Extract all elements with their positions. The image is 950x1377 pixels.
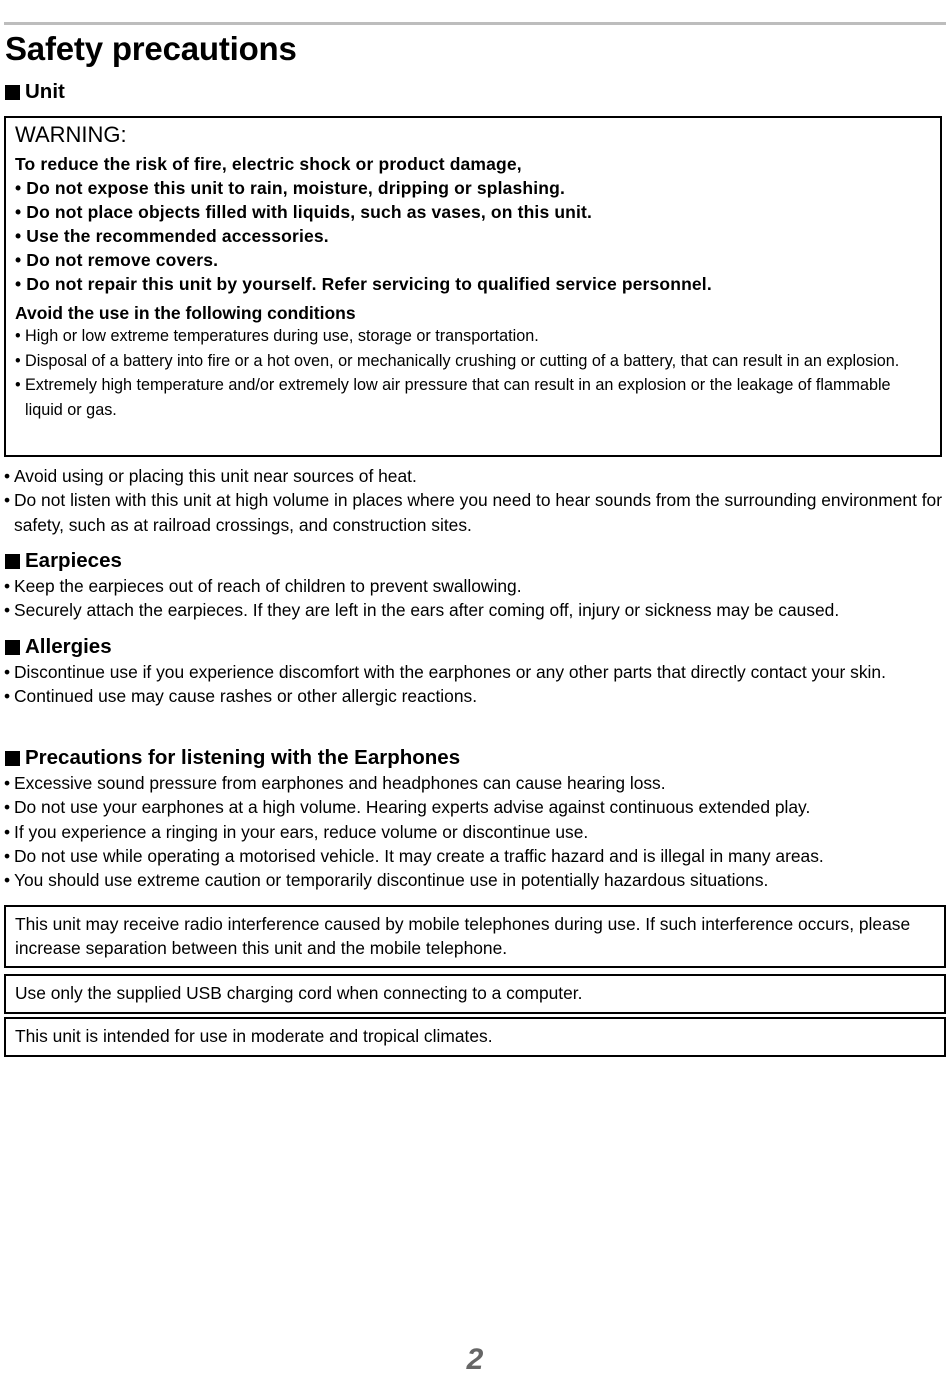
- section-heading-earpieces: [5, 549, 122, 573]
- note-usb-cord: Use only the supplied USB charging cord when connecting to a computer.: [4, 974, 946, 1014]
- list-item: • Securely attach the earpieces. If they are left in the ears after coming off, injury or sickness may be caused.: [4, 598, 944, 622]
- warning-item: • Do not repair this unit by yourself. Refer servicing to qualified service personnel.: [15, 274, 712, 294]
- unit-bullet-list: [4, 464, 944, 537]
- square-bullet-icon: [5, 751, 20, 766]
- section-heading-label: Precautions for listening with the Earphones: [25, 746, 461, 769]
- list-item: • High or low extreme temperatures during use, storage or transportation.: [15, 324, 925, 349]
- note-radio-interference: This unit may receive radio interference caused by mobile telephones during use. If such interference occurs, please increase separation between this unit and the mobile telephone.: [4, 905, 946, 968]
- list-item: • Do not listen with this unit at high volume in places where you need to hear sounds from the surrounding environment for safety, such as at railroad crossings, and construction sites.: [4, 488, 944, 537]
- square-bullet-icon: [5, 85, 20, 100]
- warning-item: • Do not remove covers.: [15, 250, 219, 270]
- warning-item: • Use the recommended accessories.: [15, 226, 329, 246]
- list-item: • Disposal of a battery into fire or a hot oven, or mechanically crushing or cutting of a battery, that can result in an explosion.: [15, 349, 925, 374]
- page-number: 2: [466, 1343, 484, 1376]
- warning-intro: To reduce the risk of fire, electric shock or product damage,: [15, 154, 522, 174]
- list-item: • Do not use your earphones at a high volume. Hearing experts advise against continuous extended play.: [4, 795, 944, 819]
- list-item: • If you experience a ringing in your ears, reduce volume or discontinue use.: [4, 820, 944, 844]
- list-item: • Continued use may cause rashes or other allergic reactions.: [4, 684, 944, 708]
- avoid-conditions-list: [15, 324, 925, 422]
- list-item: • Avoid using or placing this unit near sources of heat.: [4, 464, 944, 488]
- earpieces-bullet-list: [4, 574, 944, 623]
- square-bullet-icon: [5, 554, 20, 569]
- top-divider: [4, 22, 946, 25]
- listening-bullet-list: [4, 771, 944, 892]
- section-heading-label: Allergies: [25, 635, 112, 658]
- section-heading-allergies: [5, 635, 112, 659]
- square-bullet-icon: [5, 640, 20, 655]
- note-climate: This unit is intended for use in moderate and tropical climates.: [4, 1017, 946, 1057]
- list-item: • Discontinue use if you experience discomfort with the earphones or any other parts that directly contact your skin.: [4, 660, 944, 684]
- warning-box: [4, 116, 942, 457]
- avoid-conditions-heading: Avoid the use in the following conditions: [15, 303, 356, 323]
- section-heading-unit: [5, 80, 65, 104]
- list-item: • Excessive sound pressure from earphones and headphones can cause hearing loss.: [4, 771, 944, 795]
- section-heading-label: Unit: [25, 80, 65, 103]
- list-item: • Do not use while operating a motorised vehicle. It may create a traffic hazard and is illegal in many areas.: [4, 844, 944, 868]
- warning-item: • Do not place objects filled with liquids, such as vases, on this unit.: [15, 202, 593, 222]
- warning-item: • Do not expose this unit to rain, moisture, dripping or splashing.: [15, 178, 565, 198]
- allergies-bullet-list: [4, 660, 944, 709]
- list-item: • Keep the earpieces out of reach of children to prevent swallowing.: [4, 574, 944, 598]
- list-item: • You should use extreme caution or temporarily discontinue use in potentially hazardous situations.: [4, 868, 944, 892]
- list-item: • Extremely high temperature and/or extremely low air pressure that can result in an explosion or the leakage of flammable liquid or gas.: [15, 373, 925, 422]
- page-title: Safety precautions: [5, 30, 297, 67]
- section-heading-listening: [5, 746, 460, 770]
- warning-title: WARNING:: [15, 122, 127, 147]
- section-heading-label: Earpieces: [25, 549, 122, 572]
